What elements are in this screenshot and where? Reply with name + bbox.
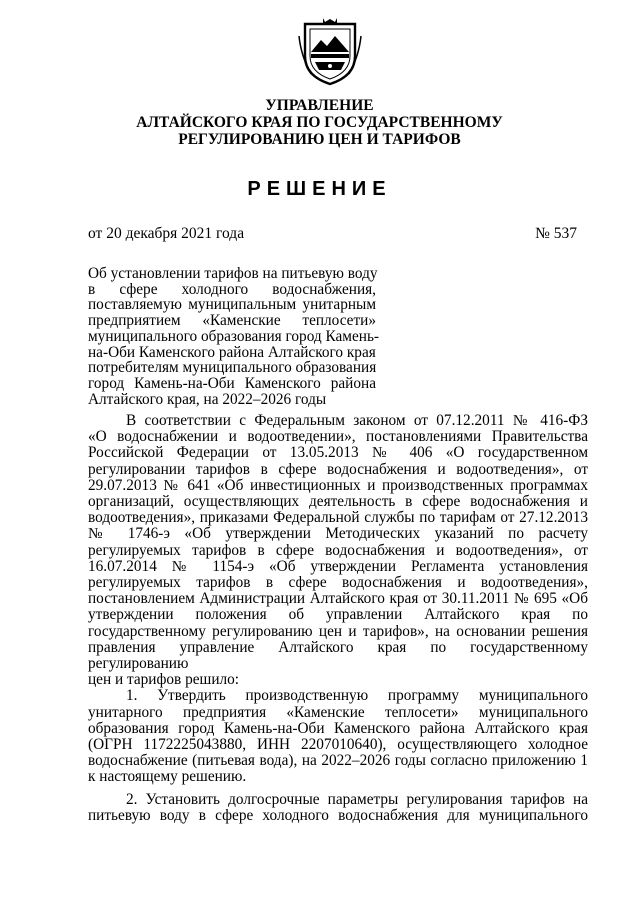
agency-line: УПРАВЛЕНИЕ: [265, 97, 374, 114]
body-line: Российской Федерации от 13.05.2013 № 406 «О государственном: [88, 444, 588, 462]
paragraph-item-2: [88, 792, 588, 824]
paragraph-item-1: [88, 688, 588, 785]
body-line: водоснабжение (питьевая вода), на 2022–2026 годы согласно приложению 1: [88, 752, 588, 770]
body-line: № 1746-э «Об утверждении Методических указаний по расчету: [88, 525, 588, 543]
body-line: питьевую воду в сфере холодного водоснабжения для муниципального: [88, 806, 588, 824]
subject-line: в сфере холодного водоснабжения,: [88, 280, 376, 298]
body-line: регулируемых тарифов в сфере водоснабжения и водоотведения»,: [88, 574, 588, 592]
agency-name: [0, 97, 639, 148]
document-body: [88, 413, 588, 824]
document-date: от 20 декабря 2021 года: [88, 225, 245, 242]
body-line: регулировании тарифов в сфере водоснабжения и водоотведения», от: [88, 460, 588, 478]
body-line: 29.07.2013 № 641 «Об инвестиционных и производственных программах: [88, 476, 588, 494]
body-line: государственному регулированию цен и тарифов», на основании решения: [88, 622, 588, 640]
subject-line: поставляемую муниципальным унитарным: [88, 296, 376, 314]
body-line: 2. Установить долгосрочные параметры регулирования тарифов на: [126, 790, 588, 808]
body-line: водоотведения», приказами Федеральной службы по тарифам от 27.12.2013: [88, 509, 588, 527]
body-line: правления управление Алтайского края по государственному регулированию: [88, 638, 588, 673]
body-line: «О водоснабжении и водоотведении», постановлениями Правительства: [88, 428, 588, 446]
document-type-title: РЕШЕНИЕ: [247, 178, 392, 200]
subject-line: муниципального образования город Камень-: [88, 327, 380, 345]
body-line: 1. Утвердить производственную программу муниципального: [126, 687, 588, 705]
body-line: утверждении положения об управлении Алтайского края по: [88, 606, 588, 624]
body-line: (ОГРН 1172225043880, ИНН 2207010640), осуществляющего холодное: [88, 736, 588, 754]
body-line: к настоящему решению.: [88, 768, 247, 786]
subject-line: Об установлении тарифов на питьевую воду: [88, 265, 378, 282]
body-line: регулируемых тарифов в сфере водоснабжения и водоотведения», от: [88, 541, 588, 559]
subject-line: на-Оби Каменского района Алтайского края: [88, 343, 376, 361]
body-line: цен и тарифов решило:: [88, 671, 240, 689]
body-line: организаций, осуществляющих деятельность в сфере водоснабжения и: [88, 493, 588, 511]
agency-line: РЕГУЛИРОВАНИЮ ЦЕН И ТАРИФОВ: [178, 131, 461, 148]
subject-line: предприятием «Каменские теплосети»: [88, 312, 376, 330]
subject-line: Алтайского края, на 2022–2026 годы: [88, 390, 327, 408]
subject-line: город Камень-на-Оби Каменского района: [88, 374, 376, 392]
document-subject: [88, 265, 380, 408]
subject-line: потребителям муниципального образования: [88, 359, 377, 377]
agency-line: АЛТАЙСКОГО КРАЯ ПО ГОСУДАРСТВЕННОМУ: [136, 114, 503, 131]
coat-of-arms-emblem: [297, 16, 363, 88]
document-number: № 537: [535, 225, 577, 242]
body-line: В соответствии с Федеральным законом от 07.12.2011 № 416-ФЗ: [126, 412, 588, 429]
body-line: 16.07.2014 № 1154-э «Об утверждении Регламента установления: [88, 557, 588, 575]
paragraph-preamble: [88, 413, 588, 688]
body-line: унитарного предприятия «Каменские теплосети» муниципального: [88, 703, 588, 721]
body-line: образования город Камень-на-Оби Каменского района Алтайского края: [88, 719, 588, 737]
body-line: постановлением Администрации Алтайского края от 30.11.2011 № 695 «Об: [88, 590, 588, 608]
